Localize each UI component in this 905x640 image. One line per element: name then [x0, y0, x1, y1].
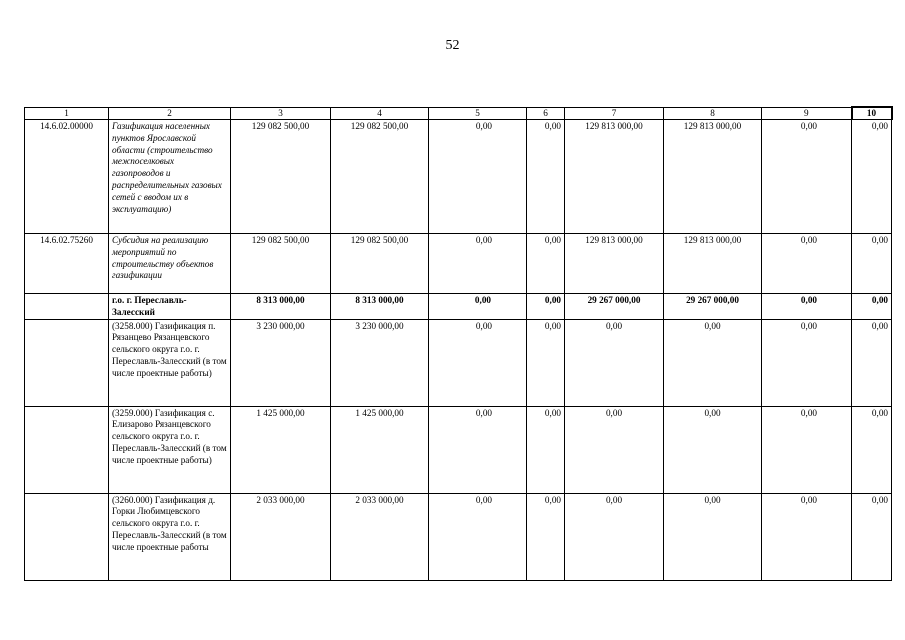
- value-cell: 2 033 000,00: [231, 493, 331, 580]
- value-cell: 0,00: [852, 493, 892, 580]
- value-cell: 0,00: [762, 294, 852, 320]
- value-cell: 0,00: [762, 493, 852, 580]
- value-cell: 0,00: [527, 493, 565, 580]
- page-number: 52: [445, 38, 460, 53]
- value-cell: 0,00: [762, 234, 852, 294]
- table-row: [25, 294, 892, 320]
- value-cell: 0,00: [852, 234, 892, 294]
- value-cell: 0,00: [852, 294, 892, 320]
- value-cell: 0,00: [429, 234, 527, 294]
- value-cell: 129 082 500,00: [231, 234, 331, 294]
- row-description: (3259.000) Газификация с. Елизарово Рязанцевского сельского округа г.о. г. Переславль-Залесский (в том числе проектные работы): [109, 406, 231, 493]
- table-row: [25, 319, 892, 406]
- row-code: [25, 406, 109, 493]
- row-code: [25, 493, 109, 580]
- value-cell: 129 082 500,00: [231, 120, 331, 234]
- value-cell: 1 425 000,00: [231, 406, 331, 493]
- value-cell: 0,00: [762, 319, 852, 406]
- value-cell: 0,00: [527, 319, 565, 406]
- column-header: 4: [331, 107, 429, 120]
- value-cell: 0,00: [852, 120, 892, 234]
- column-header: 8: [664, 107, 762, 120]
- value-cell: 129 082 500,00: [331, 120, 429, 234]
- row-code: [25, 319, 109, 406]
- value-cell: 129 813 000,00: [664, 120, 762, 234]
- value-cell: 129 813 000,00: [565, 234, 664, 294]
- row-description: г.о. г. Переславль-Залесский: [109, 294, 231, 320]
- value-cell: 0,00: [429, 294, 527, 320]
- value-cell: 0,00: [664, 493, 762, 580]
- column-header: 6: [527, 107, 565, 120]
- value-cell: 0,00: [664, 406, 762, 493]
- table-row: [25, 406, 892, 493]
- value-cell: 129 813 000,00: [664, 234, 762, 294]
- value-cell: 0,00: [527, 406, 565, 493]
- row-code: [25, 294, 109, 320]
- value-cell: 3 230 000,00: [231, 319, 331, 406]
- row-code: 14.6.02.75260: [25, 234, 109, 294]
- value-cell: 0,00: [852, 406, 892, 493]
- row-description: Газификация населенных пунктов Ярославской области (строительство межпоселковых газопроводов и распределительных газовых сетей с вводом их в эксплуатацию): [109, 120, 231, 234]
- header-row: [25, 107, 892, 120]
- value-cell: 0,00: [527, 234, 565, 294]
- column-header: 7: [565, 107, 664, 120]
- value-cell: 29 267 000,00: [664, 294, 762, 320]
- value-cell: 129 082 500,00: [331, 234, 429, 294]
- value-cell: 8 313 000,00: [331, 294, 429, 320]
- value-cell: 129 813 000,00: [565, 120, 664, 234]
- value-cell: 3 230 000,00: [331, 319, 429, 406]
- column-header: 5: [429, 107, 527, 120]
- value-cell: 0,00: [429, 406, 527, 493]
- column-header: 2: [109, 107, 231, 120]
- column-header: 10: [852, 107, 892, 120]
- column-header: 3: [231, 107, 331, 120]
- value-cell: 0,00: [762, 406, 852, 493]
- value-cell: 0,00: [429, 319, 527, 406]
- value-cell: 0,00: [429, 493, 527, 580]
- value-cell: 1 425 000,00: [331, 406, 429, 493]
- value-cell: 0,00: [565, 406, 664, 493]
- value-cell: 0,00: [762, 120, 852, 234]
- value-cell: 0,00: [664, 319, 762, 406]
- value-cell: 0,00: [429, 120, 527, 234]
- value-cell: 0,00: [565, 319, 664, 406]
- column-header: 9: [762, 107, 852, 120]
- row-description: (3260.000) Газификация д. Горки Любимцевского сельского округа г.о. г. Переславль-Залесский (в том числе проектные работы: [109, 493, 231, 580]
- row-description: Субсидия на реализацию мероприятий по строительству объектов газификации: [109, 234, 231, 294]
- value-cell: 0,00: [527, 294, 565, 320]
- value-cell: 29 267 000,00: [565, 294, 664, 320]
- table-row: [25, 493, 892, 580]
- value-cell: 2 033 000,00: [331, 493, 429, 580]
- value-cell: 0,00: [852, 319, 892, 406]
- value-cell: 8 313 000,00: [231, 294, 331, 320]
- row-code: 14.6.02.00000: [25, 120, 109, 234]
- row-description: (3258.000) Газификация п. Рязанцево Рязанцевского сельского округа г.о. г. Переславль-Залесский (в том числе проектные работы): [109, 319, 231, 406]
- value-cell: 0,00: [527, 120, 565, 234]
- budget-table: [24, 106, 893, 581]
- value-cell: 0,00: [565, 493, 664, 580]
- table-row: [25, 234, 892, 294]
- table-row: [25, 120, 892, 234]
- column-header: 1: [25, 107, 109, 120]
